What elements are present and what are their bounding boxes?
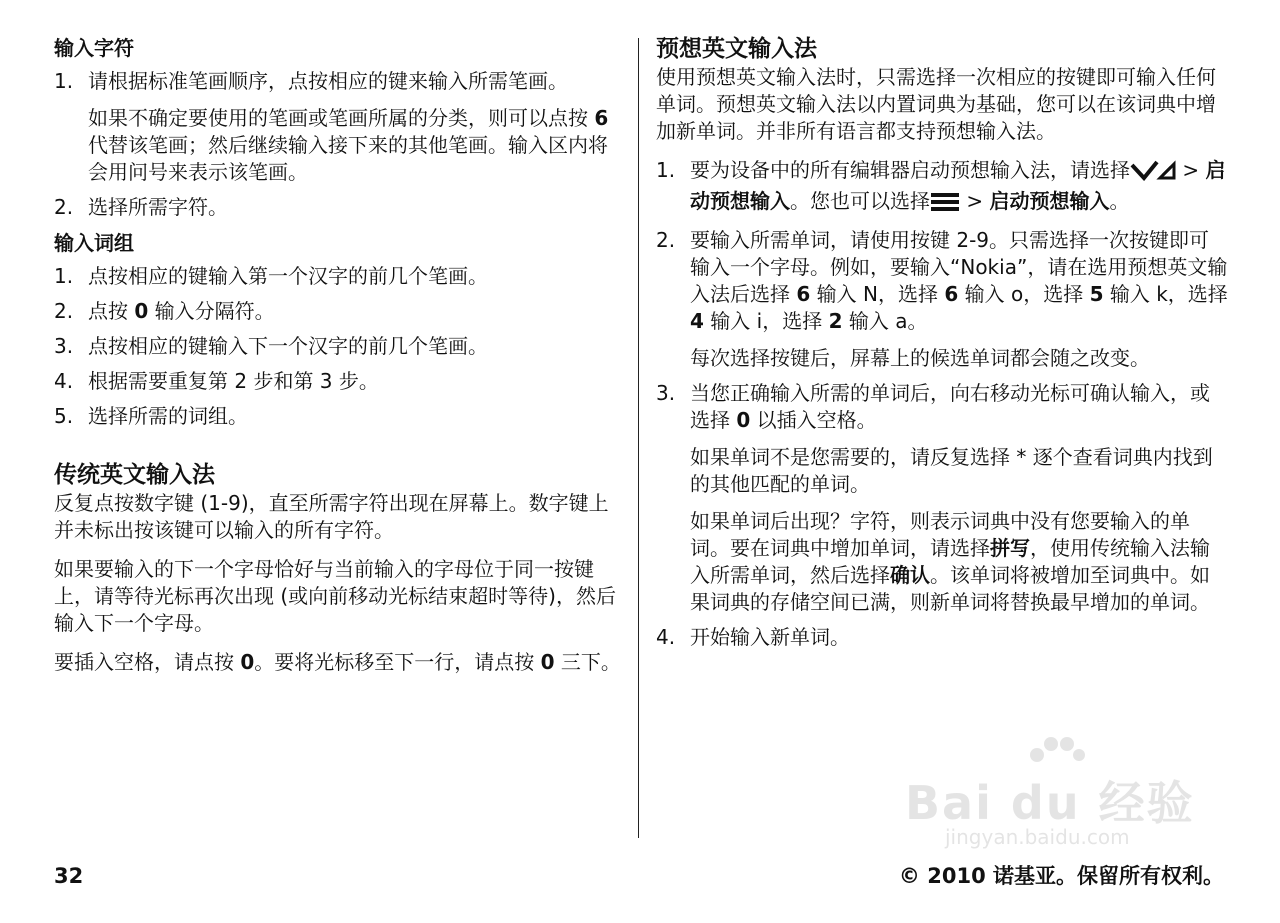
left-column bbox=[54, 34, 624, 688]
section-title-predictive-english: 预想英文输入法 bbox=[656, 36, 817, 62]
list-item: 4. 根据需要重复第 2 步和第 3 步。 bbox=[54, 369, 379, 393]
paragraph: 要插入空格，请点按 0。要将光标移至下一行，请点按 0 三下。 bbox=[54, 650, 621, 674]
list-item: 1. 点按相应的键输入第一个汉字的前几个笔画。 bbox=[54, 264, 488, 288]
predictive-steps bbox=[656, 157, 1228, 651]
section-title-input-characters: 输入字符 bbox=[54, 36, 134, 60]
list-item: 3. 点按相应的键输入下一个汉字的前几个笔画。 bbox=[54, 334, 488, 358]
section-title-input-phrases: 输入词组 bbox=[54, 231, 134, 255]
list-item: 1. 要为设备中的所有编辑器启动预想输入法，请选择 > 启动预想输入。您也可以选择 > 启动预想输入。 bbox=[656, 157, 1228, 219]
list-item: 2. 点按 0 输入分隔符。 bbox=[54, 299, 275, 323]
list-item: 1. 请根据标准笔画顺序，点按相应的键来输入所需笔画。 如果不确定要使用的笔画或笔画所属的分类，则可以点按 6 代替该笔画；然后继续输入接下来的其他笔画。输入区内将会用问号来表示该笔画。 bbox=[54, 68, 624, 186]
pen-options-icon bbox=[1130, 159, 1176, 188]
input-phrases-steps bbox=[54, 263, 624, 430]
section-title-traditional-english: 传统英文输入法 bbox=[54, 462, 215, 488]
list-item: 4. 开始输入新单词。 bbox=[656, 625, 850, 649]
list-item-note: 每次选择按键后，屏幕上的候选单词都会随之改变。 bbox=[690, 346, 1150, 370]
input-characters-steps bbox=[54, 68, 624, 221]
menu-icon bbox=[930, 192, 960, 219]
paragraph: 使用预想英文输入法时，只需选择一次相应的按键即可输入任何单词。预想英文输入法以内置词典为基础，您可以在该词典中增加新单词。并非所有语言都支持预想输入法。 bbox=[656, 65, 1216, 143]
page-number: 32 bbox=[54, 864, 84, 888]
list-item: 2. 选择所需字符。 bbox=[54, 195, 228, 219]
list-item: 2. 要输入所需单词，请使用按键 2-9。只需选择一次按键即可输入一个字母。例如，要输入“Nokia”，请在选用预想英文输入法后选择 6 输入 N，选择 6 输入 o，选择 5 输入 k，选择 4 输入 i，选择 2 输入 a。 每次选择按键后，屏幕上的候选单词都会随之改变。 bbox=[656, 228, 1228, 370]
list-item-note: 如果单词不是您需要的，请反复选择 * 逐个查看词典内找到的其他匹配的单词。 bbox=[690, 445, 1213, 496]
paragraph: 反复点按数字键 (1-9)，直至所需字符出现在屏幕上。数字键上并未标出按该键可以输入的所有字符。 bbox=[54, 491, 609, 542]
list-item: 3. 当您正确输入所需的单词后，向右移动光标可确认输入，或选择 0 以插入空格。 如果单词不是您需要的，请反复选择 * 逐个查看词典内找到的其他匹配的单词。 如果单词后出现？字符，则表示词典中没有您要输入的单词。要在词典中增加单词，请选择拼写，使用传统输入法输入所需单词，然后选择确认。该单词将被增加至词典中。如果词典的存储空间已满，则新单词将替换最早增加的单词。 bbox=[656, 380, 1228, 616]
list-item-note: 如果单词后出现？字符，则表示词典中没有您要输入的单词。要在词典中增加单词，请选择拼写，使用传统输入法输入所需单词，然后选择确认。该单词将被增加至词典中。如果词典的存储空间已满，则新单词将替换最早增加的单词。 bbox=[690, 509, 1210, 614]
column-divider bbox=[638, 38, 639, 838]
baidu-watermark: Bai du 经验 jingyan.baidu.com bbox=[905, 735, 1205, 855]
paragraph: 如果要输入的下一个字母恰好与当前输入的字母位于同一按键上，请等待光标再次出现 (或向前移动光标结束超时等待)，然后输入下一个字母。 bbox=[54, 557, 616, 635]
copyright-notice: © 2010 诺基亚。保留所有权利。 bbox=[898, 864, 1224, 888]
list-item: 5. 选择所需的词组。 bbox=[54, 404, 248, 428]
right-column bbox=[656, 34, 1228, 659]
list-item-note: 如果不确定要使用的笔画或笔画所属的分类，则可以点按 6 代替该笔画；然后继续输入接下来的其他笔画。输入区内将会用问号来表示该笔画。 bbox=[88, 106, 609, 184]
